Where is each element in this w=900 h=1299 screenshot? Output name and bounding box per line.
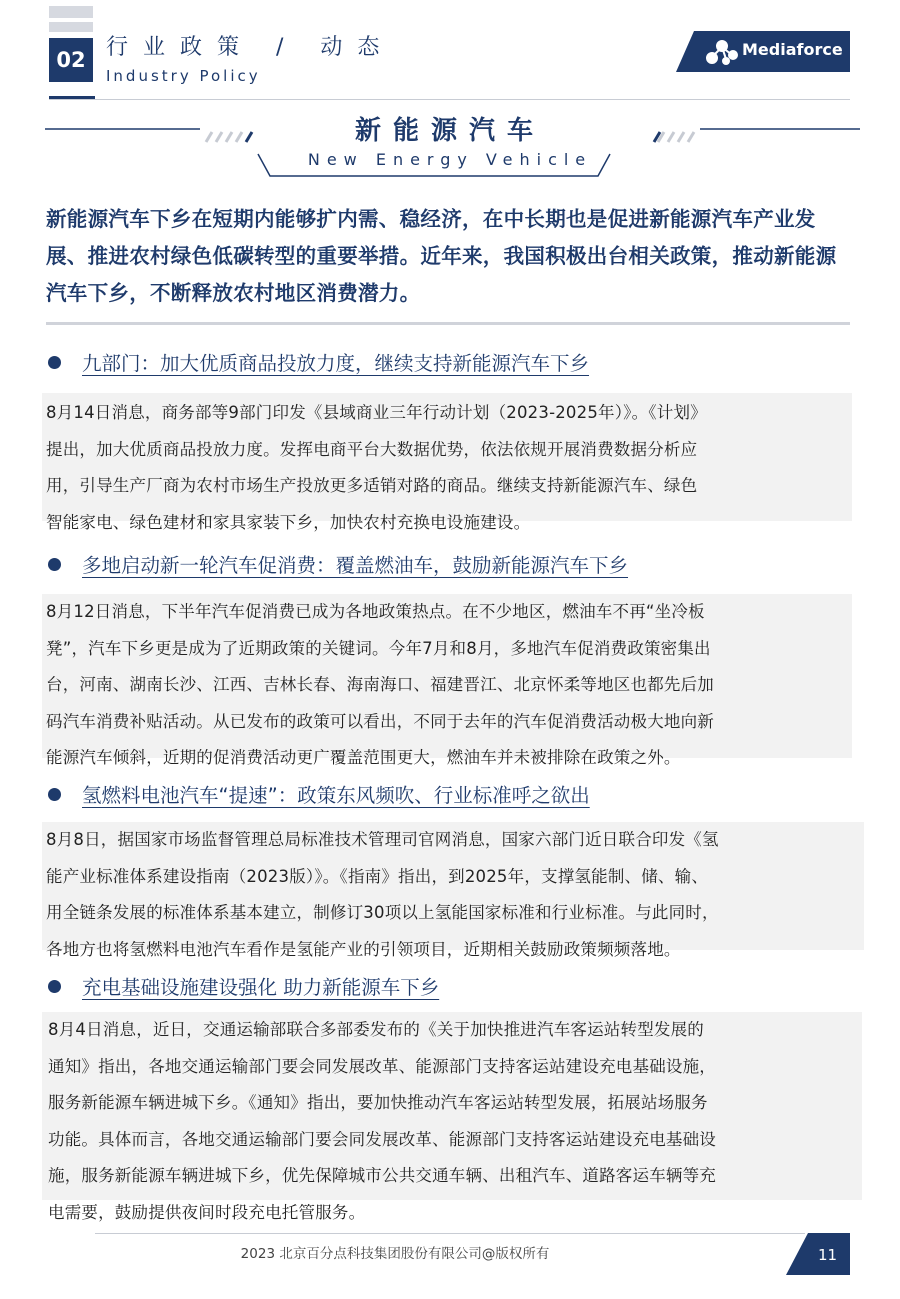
paragraph-line: 各地方也将氢燃料电池汽车看作是氢能产业的引领项目，近期相关鼓励政策频频落地。 — [46, 939, 681, 959]
paragraph-line: 凳”，汽车下乡更是成为了近期政策的关键词。今年7月和8月，多地汽车促消费政策密集出 — [46, 638, 711, 658]
paragraph-line: 码汽车消费补贴活动。从已发布的政策可以看出，不同于去年的汽车促消费活动极大地向新 — [46, 711, 714, 731]
logo-text: Mediaforce — [742, 40, 843, 59]
header-decor-bar — [49, 22, 93, 32]
paragraph-line: 施，服务新能源车辆进城下乡，优先保障城市公共交通车辆、出租汽车、道路客运车辆等充 — [48, 1166, 716, 1185]
bullet-icon — [48, 356, 61, 369]
paragraph-line: 8月4日消息，近日，交通运输部联合多部委发布的《关于加快推进汽车客运站转型发展的 — [48, 1020, 704, 1039]
header-title-cn: 行业政策 / 动态 — [106, 35, 395, 60]
paragraph-line: 提出，加大优质商品投放力度。发挥电商平台大数据优势，依法依规开展消费数据分析应 — [46, 439, 698, 459]
paragraph-line: 能源汽车倾斜，近期的促消费活动更广覆盖范围更大，燃油车并未被排除在政策之外。 — [46, 748, 681, 767]
header-rule — [49, 99, 850, 100]
item-heading: 九部门：加大优质商品投放力度，继续支持新能源汽车下乡 — [82, 352, 590, 375]
item-heading: 氢燃料电池汽车“提速”：政策东风频吹、行业标准呼之欲出 — [82, 784, 590, 807]
bullet-icon — [48, 558, 61, 571]
paragraph-line: 智能家电、绿色建材和家具家装下乡，加快农村充换电设施建设。 — [46, 512, 531, 532]
section-number: 02 — [49, 38, 93, 82]
header-title-en: Industry Policy — [106, 67, 261, 85]
header-decor-bar — [49, 6, 93, 18]
page-number: 11 — [818, 1246, 838, 1264]
item-heading: 充电基础设施建设强化 助力新能源车下乡 — [82, 976, 440, 999]
paragraph-line: 台，河南、湖南长沙、江西、吉林长春、海南海口、福建晋江、北京怀柔等地区也都先后加 — [46, 675, 714, 694]
paragraph-line: 电需要，鼓励提供夜间时段充电托管服务。 — [48, 1202, 366, 1222]
paragraph-line: 8月8日，据国家市场监督管理总局标准技术管理司官网消息，国家六部门近日联合印发《氢 — [46, 830, 719, 849]
paragraph-line: 8月14日消息，商务部等9部门印发《县域商业三年行动计划（2023-2025年）》。《计划》 — [46, 403, 707, 422]
bullet-icon — [48, 788, 61, 801]
item-paragraph — [46, 395, 856, 541]
paragraph-line: 功能。具体而言，各地交通运输部门要会同发展改革、能源部门支持客运站建设充电基础设 — [48, 1129, 716, 1149]
paragraph-line: 服务新能源车辆进城下乡。《通知》指出，要加快推动汽车客运站转型发展，拓展站场服务 — [48, 1093, 708, 1112]
footer-rule — [95, 1233, 805, 1234]
paragraph-line: 能产业标准体系建设指南（2023版）》。《指南》指出，到2025年，支撑氢能制、储、输、 — [46, 866, 709, 886]
section-subtitle: New Energy Vehicle — [307, 150, 593, 169]
item-heading: 多地启动新一轮汽车促消费：覆盖燃油车，鼓励新能源汽车下乡 — [82, 554, 629, 577]
item-paragraph — [46, 822, 862, 968]
intro-paragraph: 新能源汽车下乡在短期内能够扩内需、稳经济，在中长期也是促进新能源汽车产业发展、推进农村绿色低碳转型的重要举措。近年来，我国积极出台相关政策，推动新能源汽车下乡，不断释放农村地区消费潜力。 — [46, 207, 837, 305]
item-paragraph — [48, 1012, 860, 1231]
section-title: 新能源汽车 — [354, 116, 545, 146]
paragraph-line: 用，引导生产厂商为农村市场生产投放更多适销对路的商品。继续支持新能源汽车、绿色 — [46, 476, 698, 495]
paragraph-line: 8月12日消息，下半年汽车促消费已成为各地政策热点。在不少地区，燃油车不再“坐冷板 — [46, 602, 705, 621]
bullet-icon — [48, 980, 61, 993]
paragraph-line: 通知》指出，各地交通运输部门要会同发展改革、能源部门支持客运站建设充电基础设施， — [48, 1056, 716, 1076]
intro-divider — [46, 322, 850, 325]
item-paragraph — [46, 594, 856, 777]
footer-copyright: 2023 北京百分点科技集团股份有限公司@版权所有 — [240, 1246, 550, 1262]
paragraph-line: 用全链条发展的标准体系基本建立，制修订30项以上氢能国家标准和行业标准。与此同时， — [46, 903, 719, 922]
